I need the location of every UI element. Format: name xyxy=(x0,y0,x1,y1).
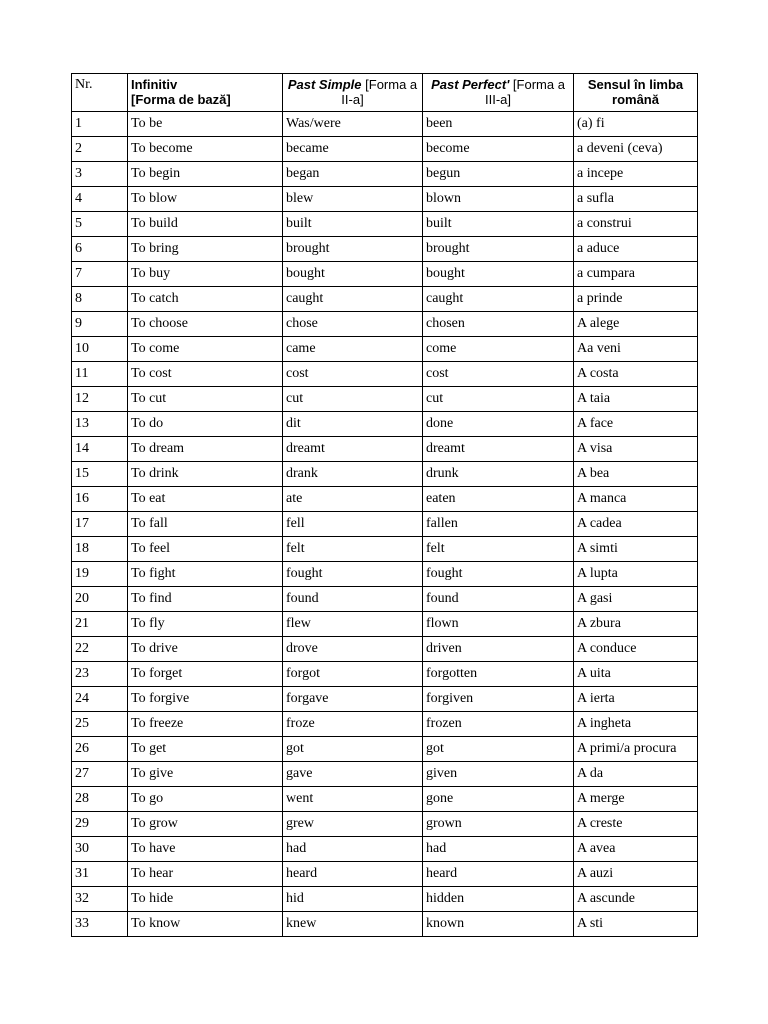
cell-infinitive: To hear xyxy=(128,862,283,887)
table-row xyxy=(72,837,698,862)
cell-nr: 23 xyxy=(72,662,128,687)
cell-past-simple: bought xyxy=(283,262,423,287)
cell-meaning: A conduce xyxy=(574,637,698,662)
cell-past-perfect: gone xyxy=(423,787,574,812)
irregular-verbs-table xyxy=(71,73,698,937)
cell-past-simple: became xyxy=(283,137,423,162)
cell-past-simple: cut xyxy=(283,387,423,412)
cell-nr: 12 xyxy=(72,387,128,412)
table-row xyxy=(72,687,698,712)
cell-meaning: A taia xyxy=(574,387,698,412)
table-row xyxy=(72,112,698,137)
cell-nr: 10 xyxy=(72,337,128,362)
cell-past-perfect: had xyxy=(423,837,574,862)
cell-meaning: a deveni (ceva) xyxy=(574,137,698,162)
table-row xyxy=(72,162,698,187)
cell-past-perfect: come xyxy=(423,337,574,362)
cell-infinitive: To build xyxy=(128,212,283,237)
table-row xyxy=(72,737,698,762)
cell-past-simple: gave xyxy=(283,762,423,787)
cell-past-perfect: done xyxy=(423,412,574,437)
table-row xyxy=(72,812,698,837)
cell-meaning: a prinde xyxy=(574,287,698,312)
cell-meaning: A sti xyxy=(574,912,698,937)
cell-nr: 11 xyxy=(72,362,128,387)
cell-past-simple: went xyxy=(283,787,423,812)
table-row xyxy=(72,787,698,812)
cell-meaning: (a) fi xyxy=(574,112,698,137)
table-row xyxy=(72,187,698,212)
cell-past-perfect: blown xyxy=(423,187,574,212)
cell-nr: 2 xyxy=(72,137,128,162)
cell-past-perfect: fought xyxy=(423,562,574,587)
cell-past-simple: felt xyxy=(283,537,423,562)
cell-nr: 25 xyxy=(72,712,128,737)
cell-infinitive: To fight xyxy=(128,562,283,587)
cell-nr: 32 xyxy=(72,887,128,912)
cell-past-perfect: felt xyxy=(423,537,574,562)
table-row xyxy=(72,262,698,287)
cell-nr: 30 xyxy=(72,837,128,862)
header-nr: Nr. xyxy=(72,74,128,112)
cell-past-perfect: cut xyxy=(423,387,574,412)
cell-past-perfect: frozen xyxy=(423,712,574,737)
cell-nr: 13 xyxy=(72,412,128,437)
cell-past-simple: fought xyxy=(283,562,423,587)
cell-nr: 4 xyxy=(72,187,128,212)
cell-past-perfect: brought xyxy=(423,237,574,262)
cell-past-simple: hid xyxy=(283,887,423,912)
cell-infinitive: To drink xyxy=(128,462,283,487)
cell-past-perfect: fallen xyxy=(423,512,574,537)
table-row xyxy=(72,587,698,612)
cell-past-simple: brought xyxy=(283,237,423,262)
cell-nr: 18 xyxy=(72,537,128,562)
cell-infinitive: To cost xyxy=(128,362,283,387)
cell-meaning: A ingheta xyxy=(574,712,698,737)
table-row xyxy=(72,137,698,162)
table-row xyxy=(72,312,698,337)
cell-past-perfect: cost xyxy=(423,362,574,387)
cell-past-perfect: been xyxy=(423,112,574,137)
cell-meaning: A gasi xyxy=(574,587,698,612)
cell-infinitive: To have xyxy=(128,837,283,862)
cell-past-simple: came xyxy=(283,337,423,362)
table-row xyxy=(72,537,698,562)
cell-past-perfect: driven xyxy=(423,637,574,662)
cell-infinitive: To cut xyxy=(128,387,283,412)
cell-past-perfect: forgiven xyxy=(423,687,574,712)
cell-past-simple: got xyxy=(283,737,423,762)
table-row xyxy=(72,387,698,412)
cell-meaning: A creste xyxy=(574,812,698,837)
table-row xyxy=(72,662,698,687)
cell-past-perfect: given xyxy=(423,762,574,787)
table-row xyxy=(72,337,698,362)
table-row xyxy=(72,562,698,587)
cell-past-perfect: chosen xyxy=(423,312,574,337)
cell-meaning: A bea xyxy=(574,462,698,487)
cell-meaning: A manca xyxy=(574,487,698,512)
cell-infinitive: To blow xyxy=(128,187,283,212)
cell-past-perfect: built xyxy=(423,212,574,237)
cell-past-simple: drank xyxy=(283,462,423,487)
cell-past-simple: found xyxy=(283,587,423,612)
cell-past-perfect: bought xyxy=(423,262,574,287)
table-row xyxy=(72,637,698,662)
cell-infinitive: To dream xyxy=(128,437,283,462)
header-past-perfect-em: Past Perfect' xyxy=(431,77,510,92)
cell-meaning: A avea xyxy=(574,837,698,862)
cell-meaning: A simti xyxy=(574,537,698,562)
cell-infinitive: To choose xyxy=(128,312,283,337)
cell-infinitive: To be xyxy=(128,112,283,137)
cell-nr: 3 xyxy=(72,162,128,187)
cell-nr: 31 xyxy=(72,862,128,887)
cell-past-simple: ate xyxy=(283,487,423,512)
cell-past-simple: dit xyxy=(283,412,423,437)
cell-past-perfect: heard xyxy=(423,862,574,887)
cell-past-simple: drove xyxy=(283,637,423,662)
cell-past-simple: knew xyxy=(283,912,423,937)
cell-past-simple: grew xyxy=(283,812,423,837)
cell-meaning: a cumpara xyxy=(574,262,698,287)
table-row xyxy=(72,287,698,312)
cell-meaning: a sufla xyxy=(574,187,698,212)
cell-infinitive: To become xyxy=(128,137,283,162)
cell-infinitive: To drive xyxy=(128,637,283,662)
cell-past-perfect: begun xyxy=(423,162,574,187)
cell-past-perfect: forgotten xyxy=(423,662,574,687)
cell-past-simple: built xyxy=(283,212,423,237)
table-row xyxy=(72,362,698,387)
cell-nr: 20 xyxy=(72,587,128,612)
cell-meaning: A zbura xyxy=(574,612,698,637)
cell-nr: 22 xyxy=(72,637,128,662)
header-past-perfect xyxy=(423,74,574,112)
cell-meaning: A alege xyxy=(574,312,698,337)
cell-meaning: Aa veni xyxy=(574,337,698,362)
cell-infinitive: To begin xyxy=(128,162,283,187)
cell-meaning: A merge xyxy=(574,787,698,812)
cell-nr: 8 xyxy=(72,287,128,312)
cell-infinitive: To eat xyxy=(128,487,283,512)
cell-infinitive: To forget xyxy=(128,662,283,687)
cell-meaning: A cadea xyxy=(574,512,698,537)
cell-past-perfect: drunk xyxy=(423,462,574,487)
cell-infinitive: To know xyxy=(128,912,283,937)
cell-past-simple: forgave xyxy=(283,687,423,712)
header-past-simple-rest: [Forma a II-a] xyxy=(341,77,418,107)
table-row xyxy=(72,912,698,937)
cell-infinitive: To give xyxy=(128,762,283,787)
cell-past-simple: had xyxy=(283,837,423,862)
cell-meaning: A da xyxy=(574,762,698,787)
header-infinitive-line1: Infinitiv xyxy=(131,77,178,92)
table-row xyxy=(72,412,698,437)
cell-infinitive: To freeze xyxy=(128,712,283,737)
cell-nr: 1 xyxy=(72,112,128,137)
cell-past-simple: began xyxy=(283,162,423,187)
table-row xyxy=(72,762,698,787)
table-row xyxy=(72,712,698,737)
cell-meaning: A ascunde xyxy=(574,887,698,912)
cell-nr: 28 xyxy=(72,787,128,812)
cell-meaning: A face xyxy=(574,412,698,437)
cell-infinitive: To fall xyxy=(128,512,283,537)
header-meaning: Sensul în limba română xyxy=(574,74,698,112)
table-row xyxy=(72,862,698,887)
cell-past-simple: Was/were xyxy=(283,112,423,137)
cell-past-perfect: known xyxy=(423,912,574,937)
cell-nr: 7 xyxy=(72,262,128,287)
cell-nr: 29 xyxy=(72,812,128,837)
cell-past-simple: cost xyxy=(283,362,423,387)
cell-past-perfect: got xyxy=(423,737,574,762)
table-row xyxy=(72,887,698,912)
cell-nr: 9 xyxy=(72,312,128,337)
cell-nr: 19 xyxy=(72,562,128,587)
table-row xyxy=(72,437,698,462)
header-infinitive xyxy=(128,74,283,112)
cell-nr: 26 xyxy=(72,737,128,762)
cell-past-simple: fell xyxy=(283,512,423,537)
cell-meaning: A uita xyxy=(574,662,698,687)
cell-meaning: A lupta xyxy=(574,562,698,587)
cell-infinitive: To catch xyxy=(128,287,283,312)
cell-nr: 24 xyxy=(72,687,128,712)
table-row xyxy=(72,212,698,237)
cell-infinitive: To fly xyxy=(128,612,283,637)
cell-infinitive: To come xyxy=(128,337,283,362)
cell-past-perfect: dreamt xyxy=(423,437,574,462)
cell-meaning: A visa xyxy=(574,437,698,462)
cell-past-simple: chose xyxy=(283,312,423,337)
cell-past-perfect: found xyxy=(423,587,574,612)
cell-meaning: A auzi xyxy=(574,862,698,887)
cell-nr: 15 xyxy=(72,462,128,487)
cell-infinitive: To go xyxy=(128,787,283,812)
table-row xyxy=(72,612,698,637)
cell-infinitive: To buy xyxy=(128,262,283,287)
cell-infinitive: To find xyxy=(128,587,283,612)
cell-past-simple: dreamt xyxy=(283,437,423,462)
header-past-perfect-rest: [Forma a III-a] xyxy=(484,77,565,107)
cell-infinitive: To get xyxy=(128,737,283,762)
cell-meaning: a incepe xyxy=(574,162,698,187)
header-past-simple-em: Past Simple xyxy=(287,77,362,92)
cell-past-simple: blew xyxy=(283,187,423,212)
cell-past-perfect: flown xyxy=(423,612,574,637)
cell-nr: 21 xyxy=(72,612,128,637)
cell-past-simple: caught xyxy=(283,287,423,312)
cell-past-simple: forgot xyxy=(283,662,423,687)
cell-past-simple: heard xyxy=(283,862,423,887)
cell-meaning: a aduce xyxy=(574,237,698,262)
cell-infinitive: To forgive xyxy=(128,687,283,712)
header-past-simple xyxy=(283,74,423,112)
cell-nr: 6 xyxy=(72,237,128,262)
cell-infinitive: To feel xyxy=(128,537,283,562)
cell-infinitive: To grow xyxy=(128,812,283,837)
cell-nr: 17 xyxy=(72,512,128,537)
cell-past-perfect: grown xyxy=(423,812,574,837)
cell-meaning: A costa xyxy=(574,362,698,387)
table-row xyxy=(72,462,698,487)
cell-nr: 14 xyxy=(72,437,128,462)
cell-past-perfect: hidden xyxy=(423,887,574,912)
cell-nr: 27 xyxy=(72,762,128,787)
table-body xyxy=(72,112,698,937)
cell-past-simple: froze xyxy=(283,712,423,737)
cell-nr: 5 xyxy=(72,212,128,237)
table-row xyxy=(72,487,698,512)
cell-meaning: A primi/a procura xyxy=(574,737,698,762)
cell-nr: 16 xyxy=(72,487,128,512)
table-row xyxy=(72,237,698,262)
cell-past-simple: flew xyxy=(283,612,423,637)
table-header-row xyxy=(72,74,698,112)
cell-meaning: A ierta xyxy=(574,687,698,712)
cell-infinitive: To do xyxy=(128,412,283,437)
header-infinitive-line2: [Forma de bază] xyxy=(131,92,231,107)
cell-meaning: a construi xyxy=(574,212,698,237)
table-row xyxy=(72,512,698,537)
cell-past-perfect: become xyxy=(423,137,574,162)
cell-infinitive: To hide xyxy=(128,887,283,912)
cell-nr: 33 xyxy=(72,912,128,937)
cell-past-perfect: eaten xyxy=(423,487,574,512)
cell-past-perfect: caught xyxy=(423,287,574,312)
cell-infinitive: To bring xyxy=(128,237,283,262)
